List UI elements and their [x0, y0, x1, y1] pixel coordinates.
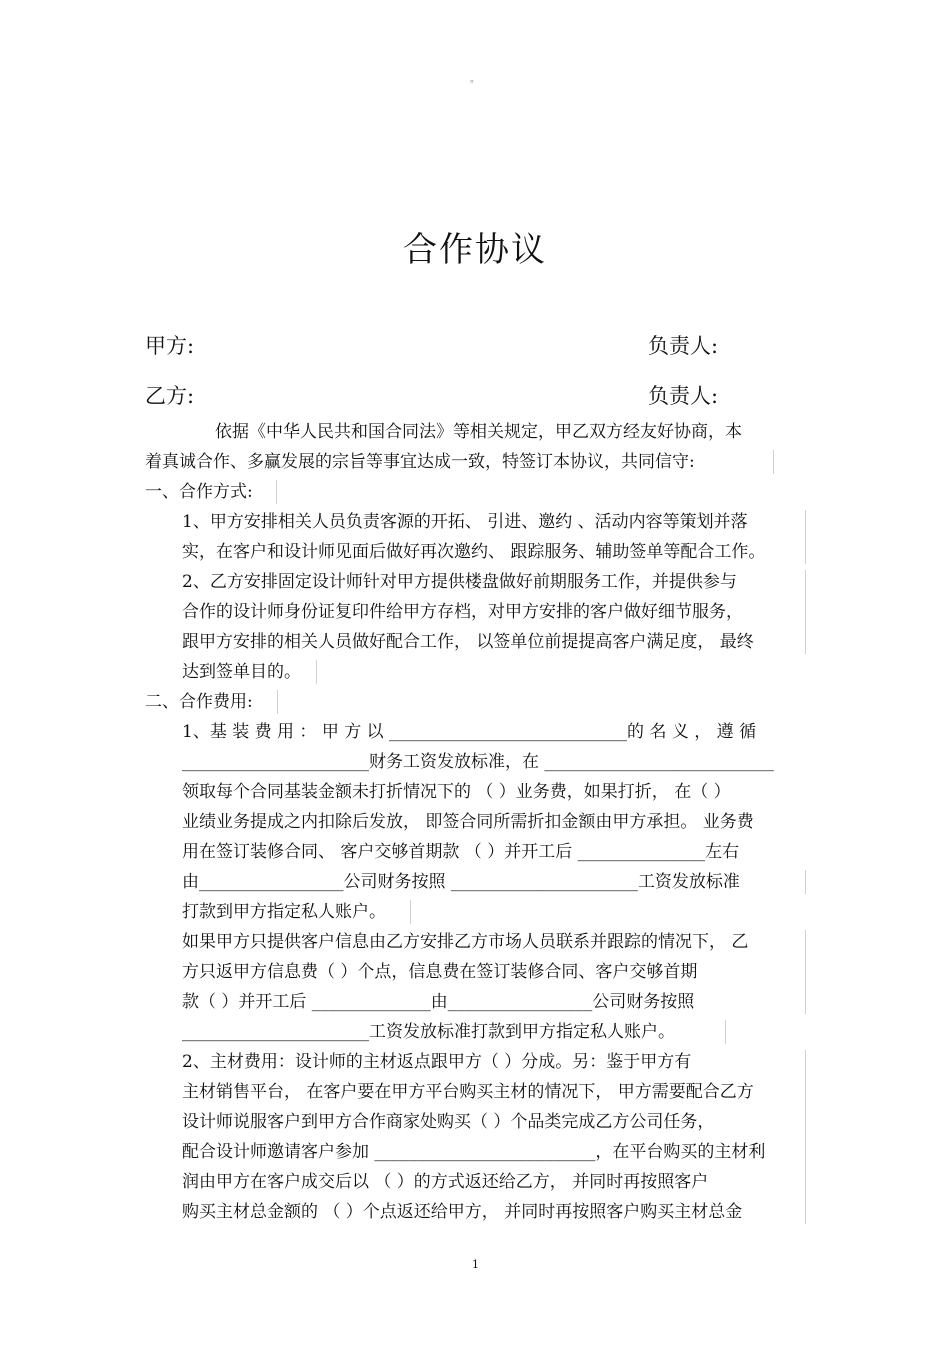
clause-2-1-line-9: 方只返甲方信息费（ ）个点，信息费在签订装修合同、客户交够首期: [182, 962, 698, 982]
clause-2-2-line-4: 配合设计师邀请客户参加 __________________________，在平台购买的主材利: [182, 1142, 766, 1162]
clause-1-1-line-2: 实，在客户和设计师见面后做好再次邀约、 跟踪服务、辅助签单等配合工作。: [182, 542, 766, 562]
edge-mark: [805, 930, 806, 1014]
page-number: 1: [472, 1258, 479, 1271]
clause-2-1-line-6: 由_________________公司财务按照 ______________________工资发放标准: [182, 872, 740, 892]
preamble-line-1: 依据《中华人民共和国合同法》等相关规定，甲乙双方经友好协商，本: [215, 422, 742, 442]
party-b-label: 乙方:: [145, 384, 195, 408]
clause-1-2-line-3: 跟甲方安排的相关人员做好配合工作， 以签单位前提提高客户满足度， 最终: [182, 632, 754, 652]
edge-mark: [773, 450, 774, 474]
clause-2-2-line-2: 主材销售平台， 在客户要在甲方平台购买主材的情况下， 甲方需要配合乙方: [182, 1082, 754, 1102]
party-a-label: 甲方:: [145, 334, 195, 358]
edge-mark: [277, 690, 278, 714]
clause-2-2-line-6: 购买主材总金额的 （ ）个点返还给甲方， 并同时再按照客户购买主材总金: [182, 1202, 743, 1222]
edge-mark: [805, 510, 806, 564]
clause-2-1-line-2: ______________________财务工资发放标准，在 ___________________________: [182, 752, 774, 772]
clause-2-1-line-5: 用在签订装修合同、 客户交够首期款 （ ）并开工后 _______________左右: [182, 842, 740, 862]
preamble-line-2: 着真诚合作、多赢发展的宗旨等事宜达成一致，特签订本协议，共同信守:: [145, 452, 695, 472]
clause-1-1-line-1: 1、甲方安排相关人员负责客源的开拓、 引进、邀约 、活动内容等策划并落: [182, 512, 748, 532]
section-1-heading: 一、合作方式:: [145, 482, 253, 502]
clause-1-2-line-4: 达到签单目的。: [182, 662, 301, 682]
header-mark: 。: [470, 74, 480, 85]
clause-2-2-line-3: 设计师说服客户到甲方合作商家处购买（ ）个品类完成乙方公司任务，: [182, 1112, 715, 1132]
clause-1-2-line-1: 2、乙方安排固定设计师针对甲方提供楼盘做好前期服务工作，并提供参与: [182, 572, 737, 592]
edge-mark: [410, 900, 411, 924]
edge-mark: [805, 1050, 806, 1224]
clause-2-1-line-1: 1、基 装 费 用 ： 甲 方 以 ____________________________的 名 义 ， 遵 循: [182, 722, 757, 742]
clause-2-1-line-10: 款（ ）并开工后 ______________由_________________公司财务按照: [182, 992, 695, 1012]
clause-2-1-line-3: 领取每个合同基装金额未打折情况下的 （ ）业务费，如果打折， 在（ ）: [182, 782, 731, 802]
edge-mark: [805, 570, 806, 654]
edge-mark: [725, 1020, 726, 1044]
edge-mark: [805, 870, 806, 894]
clause-2-2-line-5: 润由甲方在客户成交后以 （ ）的方式返还给乙方， 并同时再按照客户: [182, 1172, 709, 1192]
party-a-contact-label: 负责人:: [648, 334, 719, 358]
clause-2-1-line-8: 如果甲方只提供客户信息由乙方安排乙方市场人员联系并跟踪的情况下， 乙: [182, 932, 749, 952]
party-b-contact-label: 负责人:: [648, 384, 719, 408]
clause-1-2-line-2: 合作的设计师身份证复印件给甲方存档，对甲方安排的客户做好细节服务，: [182, 602, 743, 622]
section-2-heading: 二、合作费用:: [145, 692, 253, 712]
clause-2-1-line-7: 打款到甲方指定私人账户。: [182, 902, 386, 922]
document-title: 合作协议: [403, 230, 547, 270]
clause-2-1-line-4: 业绩业务提成之内扣除后发放， 即签合同所需折扣金额由甲方承担。 业务费: [182, 812, 754, 832]
clause-2-2-line-1: 2、主材费用：设计师的主材返点跟甲方（ ）分成。另：鉴于甲方有: [182, 1052, 692, 1072]
clause-2-1-line-11: ______________________工资发放标准打款到甲方指定私人账户。: [182, 1022, 675, 1042]
edge-mark: [316, 660, 317, 684]
edge-mark: [276, 480, 277, 504]
